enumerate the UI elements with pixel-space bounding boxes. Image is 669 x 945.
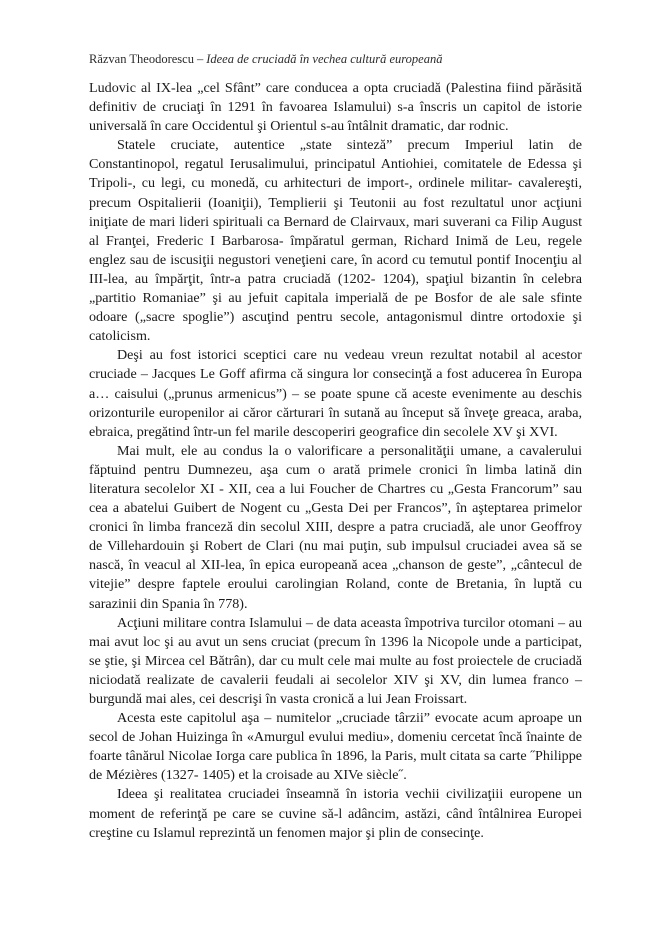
body-text <box>89 79 582 843</box>
running-head-author: Răzvan Theodorescu <box>89 52 194 66</box>
paragraph-7: Ideea şi realitatea cruciadei înseamnă în istoria vechii civilizaţiii europene un moment de referinţă pe care se cuvine să-l adâncim, astăzi, când întâlnirea Europei creştine cu Islamul reprezintă un fenomen major şi plin de consecinţe. <box>89 786 582 841</box>
paragraph-1: Ludovic al IX-lea „cel Sfânt” care conducea a opta cruciadă (Palestina fiind părăsită definitiv de cruciaţi în 1291 în favoarea Islamului) s-a înscris un capitol de istorie universală în care Occidentul şi Orientul s-au întâlnit dramatic, dar rodnic. <box>89 80 582 135</box>
running-head-separator: – <box>196 52 204 66</box>
paragraph-4: Mai mult, ele au condus la o valorificare a personalităţii umane, a cavalerului făptuind pentru Dumnezeu, aşa cum o arată primele cronici în limba latină din literatura secolelor XI - XII, cea a lui Foucher de Chartres cu „Gesta Francorum” sau cea a abatelui Guibert de Nogent cu „Gesta Dei per Francos”, în aşteptarea primelor cronici în limba franceză din secolul XIII, despre a patra cruciadă, ale unor Geoffroy de Villehardouin şi Robert de Clari (nu mai puţin, sub impulsul cruciadei avea să se nască, în veacul al XII-lea, în epica europeană acea „chanson de geste”, „cântecul de vitejie” despre faptele eroului carolingian Roland, conte de Bretania, în luptă cu sarazinii din Spania în 778). <box>89 442 582 612</box>
paragraph-3: Deşi au fost istorici sceptici care nu vedeau vreun rezultat notabil al acestor cruciade – Jacques Le Goff afirma că singura lor consecinţă a fost aducerea în Europa a… caisului („prunus armenicus”) – se poate spune că aceste evenimente au deschis orizonturile europenilor ai căror cărturari în sutană au început să înveţe greaca, araba, ebraica, pregătind într-un fel marile descoperiri geografice din secolele XV şi XVI. <box>89 347 582 440</box>
paragraph-5: Acţiuni militare contra Islamului – de data aceasta împotriva turcilor otomani – au mai avut loc şi au avut un sens cruciat (precum în 1396 la Nicopole unde a participat, se ştie, şi Mircea cel Bătrân), dar cu mult cele mai multe au fost proiectele de cruciadă niciodată realizate de cavalerii feudali ai secolelor XIV şi XV, din lumea franco – burgundă mai ales, cei descrişi în vasta cronică a lui Jean Froissart. <box>89 614 582 707</box>
paragraph-6: Acesta este capitolul aşa – numitelor „cruciade târzii” evocate acum aproape un secol de Johan Huizinga în «Amurgul evului mediu», domeniu cercetat încă înainte de foarte tânărul Nicolae Iorga care publica în 1896, la Paris, mult citata sa carte ˝Philippe de Mézières (1327- 1405) et la croisade au XIVe siècle˝. <box>89 710 582 784</box>
running-head <box>89 52 589 67</box>
running-head-book-title: Ideea de cruciadă în vechea cultură europeană <box>206 52 443 66</box>
paragraph-2: Statele cruciate, autentice „state sinteză” precum Imperiul latin de Constantinopol, regatul Ierusalimului, principatul Antiohiei, comitatele de Edessa şi Tripoli-, cu legi, cu monedă, cu arhitecturi de import-, ordinele militar- cavalereşti, precum Ospitalierii (Ioaniţii), Templierii şi Teutonii au fost rezultatul unor acţiuni iniţiate de mari lideri spirituali ca Bernard de Clairvaux, mari suverani ca Filip August al Franţei, Frederic I Barbarosa- împăratul german, Richard Inimă de Leu, regele englez sau de iscusiţii negustori veneţieni care, în acord cu temutul pontif Inocenţiu al III-lea, au împărţit, într-a patra cruciadă (1202- 1204), spaţiul bizantin în celebra „partitio Romaniae” şi au jefuit capitala imperială de pe Bosfor de ale sale sfinte odoare („sacre spoglie”) ascuţind pentru secole, antagonismul dintre ortodoxie şi catolicism. <box>89 137 582 345</box>
